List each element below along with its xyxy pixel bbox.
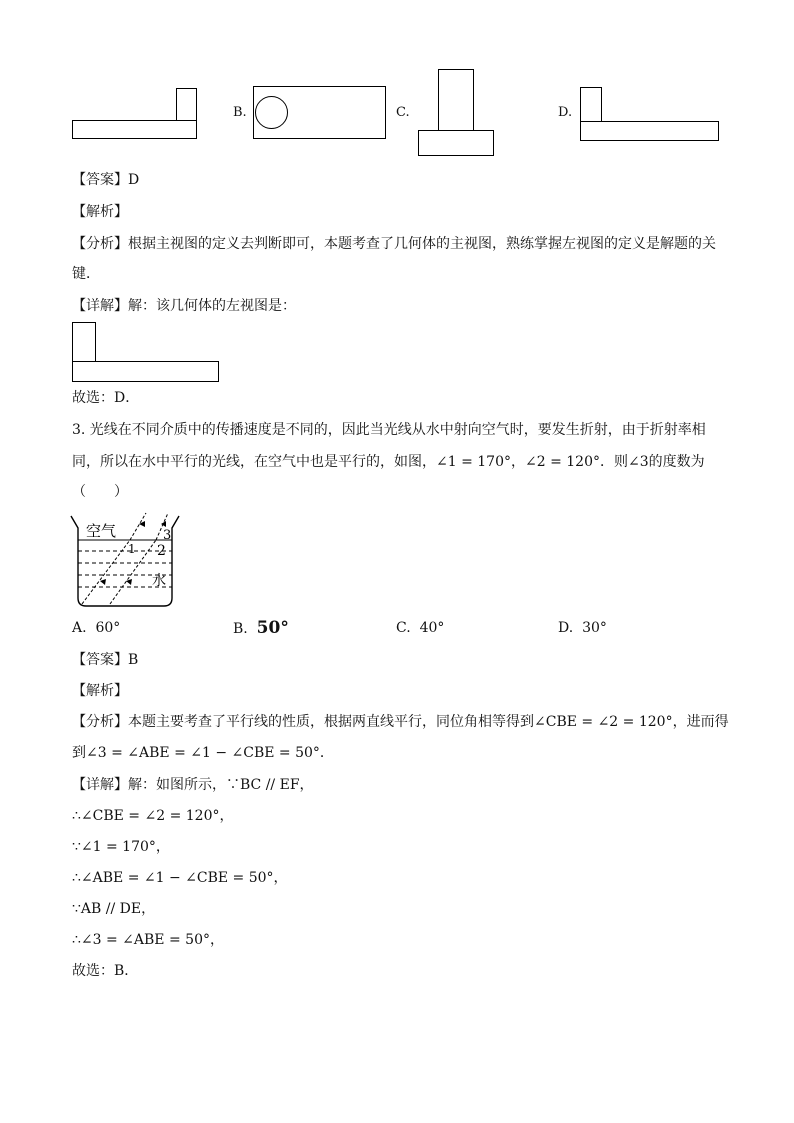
q3-step4: ∵AB // DE， [72,901,156,917]
q3-answer: 【答案】B [72,652,139,668]
q3-analysis-header: 【解析】 [72,683,128,699]
figure-c-base [418,130,494,156]
q3-analysis-line2: 到∠3 = ∠ABE = ∠1 − ∠CBE = 50°． [72,745,334,761]
q2-answer: 【答案】D [72,172,140,188]
q2-analysis-line1: 【分析】根据主视图的定义去判断即可，本题考查了几何体的主视图，熟练掌握左视图的定义是解题的关 [72,236,716,252]
figure-d-block [580,87,602,122]
q2-analysis-line2: 键． [72,266,100,282]
option-c-label: C. [396,105,410,120]
q2-analysis-header: 【解析】 [72,204,128,220]
left-view-block [72,322,96,362]
figure-c-column [438,69,474,131]
q3-analysis-line1: 【分析】本题主要考查了平行线的性质，根据两直线平行，同位角相等得到∠CBE = ∠2 = 120°，进而得 [72,714,729,730]
figure-a-block [176,88,197,121]
q3-stem-line2: 同，所以在水中平行的光线，在空气中也是平行的，如图，∠1 = 170°，∠2 = 120°．则∠3的度数为 [72,454,705,470]
angle-label-2: 2 [157,543,166,559]
q3-step2: ∵∠1 = 170°， [72,839,170,855]
q3-step1: ∴∠CBE = ∠2 = 120°， [72,808,234,824]
figure-d-base [580,121,719,141]
left-view-base [72,361,219,382]
q3-option-b: B. 50° [233,618,289,638]
label-water: 水 [152,573,166,589]
q2-conclusion: 故选：D． [72,390,140,406]
angle-label-3: 3 [163,528,172,543]
q3-option-d: D. 30° [558,620,607,636]
q3-step3: ∴∠ABE = ∠1 − ∠CBE = 50°， [72,870,288,886]
figure-b-circle [255,96,288,129]
figure-a-base [72,120,197,139]
refraction-diagram [68,510,182,610]
q3-step5: ∴∠3 = ∠ABE = 50°， [72,932,224,948]
option-d-label: D. [558,105,573,120]
q3-stem-line1: 3. 光线在不同介质中的传播速度是不同的，因此当光线从水中射向空气时，要发生折射，由于折射率相 [72,422,706,438]
q2-detail: 【详解】解：该几何体的左视图是： [72,298,296,314]
q3-option-c: C. 40° [396,620,445,636]
label-air: 空气 [86,522,117,540]
angle-label-1: 1 [128,542,136,556]
q3-option-a: A. 60° [72,620,121,636]
q3-detail: 【详解】解：如图所示，∵BC // EF， [72,777,314,793]
option-b-label: B. [233,105,247,120]
q3-conclusion: 故选：B． [72,963,139,979]
q3-stem-line3: （ ） [72,484,128,500]
